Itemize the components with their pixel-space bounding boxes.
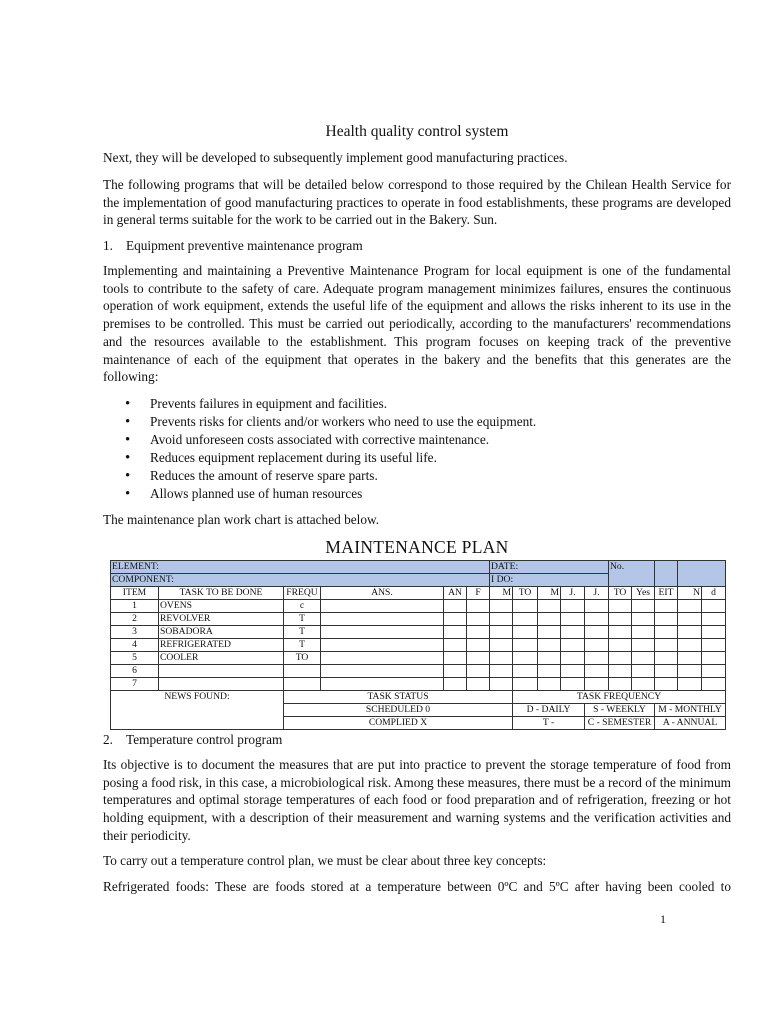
schedule-cell[interactable] xyxy=(467,639,490,652)
column-header: ANS. xyxy=(321,587,444,600)
schedule-cell[interactable] xyxy=(702,678,726,691)
column-header: EIT xyxy=(655,587,678,600)
bullet-icon: • xyxy=(125,432,131,448)
schedule-cell[interactable] xyxy=(585,678,609,691)
schedule-cell[interactable] xyxy=(561,626,585,639)
schedule-cell[interactable] xyxy=(538,678,561,691)
schedule-cell[interactable] xyxy=(678,639,702,652)
semester-legend: C - SEMESTER xyxy=(585,717,655,730)
schedule-cell[interactable] xyxy=(702,665,726,678)
schedule-cell[interactable] xyxy=(632,678,655,691)
section-heading-2 xyxy=(103,731,731,749)
item-number: 6 xyxy=(111,665,159,678)
schedule-cell[interactable] xyxy=(444,678,467,691)
list-item-text: Reduces the amount of reserve spare parts. xyxy=(150,468,378,483)
schedule-cell[interactable] xyxy=(538,639,561,652)
schedule-cell[interactable] xyxy=(609,665,632,678)
table-row xyxy=(111,652,726,665)
schedule-cell[interactable] xyxy=(678,652,702,665)
schedule-cell[interactable] xyxy=(655,652,678,665)
item-number: 7 xyxy=(111,678,159,691)
schedule-cell[interactable] xyxy=(321,626,444,639)
task-status-header: TASK STATUS xyxy=(284,691,513,704)
task-frequency-header: TASK FREQUENCY xyxy=(513,691,726,704)
t-legend: T - xyxy=(513,717,585,730)
task-cell: REVOLVER xyxy=(159,613,284,626)
programs-paragraph: The following programs that will be detailed below correspond to those required by the Chilean Health Service for the implementation of good manufacturing practices to operate in food establishments, these programs are developed in general terms suitable for the work to be carried out in the Bakery. Sun. xyxy=(103,177,731,228)
schedule-cell[interactable] xyxy=(561,678,585,691)
frequency-cell: T xyxy=(284,613,321,626)
schedule-cell[interactable] xyxy=(467,665,490,678)
column-header: FREQU xyxy=(284,587,321,600)
schedule-cell[interactable] xyxy=(655,665,678,678)
column-header: d xyxy=(702,587,726,600)
schedule-cell[interactable] xyxy=(702,626,726,639)
frequency-cell: TO xyxy=(284,652,321,665)
table-header-row xyxy=(111,587,726,600)
intro-paragraph: Next, they will be developed to subsequently implement good manufacturing practices. xyxy=(103,150,568,165)
bullet-icon: • xyxy=(125,468,131,484)
task-cell: OVENS xyxy=(159,600,284,613)
schedule-cell[interactable] xyxy=(561,613,585,626)
schedule-cell[interactable] xyxy=(513,678,538,691)
schedule-cell[interactable] xyxy=(678,665,702,678)
temperature-paragraph: Its objective is to document the measures that are put into practice to prevent the storage temperature of food from posing a food risk, in this case, a microbiological risk. Among these measures, there must be a record of the minimum temperatures and optimal storage temperatures of each food or food preparation and of refrigeration, freezing or hot holding equipment, with a description of their measurement and warning systems and the verification activities and their periodicity. xyxy=(103,757,731,843)
schedule-cell[interactable] xyxy=(632,665,655,678)
schedule-cell[interactable] xyxy=(609,600,632,613)
table-row xyxy=(111,626,726,639)
frequency-cell xyxy=(284,665,321,678)
schedule-cell[interactable] xyxy=(467,613,490,626)
section-number: 1. xyxy=(103,238,113,253)
table-row xyxy=(111,613,726,626)
schedule-cell[interactable] xyxy=(585,600,609,613)
task-cell xyxy=(159,678,284,691)
schedule-cell[interactable] xyxy=(655,613,678,626)
list-item xyxy=(125,431,536,449)
schedule-cell[interactable] xyxy=(513,665,538,678)
table-row xyxy=(111,600,726,613)
schedule-cell[interactable] xyxy=(490,626,513,639)
column-header: TO xyxy=(609,587,632,600)
bullet-icon: • xyxy=(125,486,131,502)
list-item xyxy=(125,395,536,413)
section-number: 2. xyxy=(103,732,113,747)
table-row xyxy=(111,678,726,691)
maintenance-plan-title: MAINTENANCE PLAN xyxy=(325,537,509,557)
column-header: N xyxy=(678,587,702,600)
schedule-cell[interactable] xyxy=(444,652,467,665)
schedule-cell[interactable] xyxy=(321,639,444,652)
schedule-cell[interactable] xyxy=(561,652,585,665)
monthly-legend: M - MONTHLY xyxy=(655,704,726,717)
schedule-cell[interactable] xyxy=(444,600,467,613)
item-number: 5 xyxy=(111,652,159,665)
schedule-cell[interactable] xyxy=(561,665,585,678)
item-number: 2 xyxy=(111,613,159,626)
schedule-cell[interactable] xyxy=(561,639,585,652)
schedule-cell[interactable] xyxy=(321,600,444,613)
column-header: J. xyxy=(561,587,585,600)
column-header: ITEM xyxy=(111,587,159,600)
schedule-cell[interactable] xyxy=(655,626,678,639)
schedule-cell[interactable] xyxy=(444,665,467,678)
schedule-cell[interactable] xyxy=(702,600,726,613)
benefits-list xyxy=(125,395,536,503)
daily-legend: D - DAILY xyxy=(513,704,585,717)
date-field[interactable]: DATE: xyxy=(490,561,609,574)
schedule-cell[interactable] xyxy=(467,678,490,691)
schedule-cell[interactable] xyxy=(678,600,702,613)
frequency-cell: c xyxy=(284,600,321,613)
schedule-cell[interactable] xyxy=(513,652,538,665)
schedule-cell[interactable] xyxy=(655,600,678,613)
schedule-cell[interactable] xyxy=(678,613,702,626)
page-number: 1 xyxy=(660,912,666,926)
list-item-text: Avoid unforeseen costs associated with corrective maintenance. xyxy=(150,432,490,447)
list-item-text: Reduces equipment replacement during its useful life. xyxy=(150,450,437,465)
column-header: TO xyxy=(513,587,538,600)
attached-note: The maintenance plan work chart is attached below. xyxy=(103,512,380,527)
schedule-cell[interactable] xyxy=(585,652,609,665)
news-found-label: NEWS FOUND: xyxy=(111,691,284,730)
bullet-icon: • xyxy=(125,396,131,412)
list-item xyxy=(125,485,536,503)
key-concepts-paragraph: To carry out a temperature control plan, we must be clear about three key concepts: xyxy=(103,853,547,868)
schedule-cell[interactable] xyxy=(655,678,678,691)
section-heading-1 xyxy=(103,237,731,255)
item-number: 4 xyxy=(111,639,159,652)
schedule-cell[interactable] xyxy=(490,600,513,613)
annual-legend: A - ANNUAL xyxy=(655,717,726,730)
task-cell: COOLER xyxy=(159,652,284,665)
list-item-text: Prevents failures in equipment and facilities. xyxy=(150,396,388,411)
schedule-cell[interactable] xyxy=(513,613,538,626)
section-title: Equipment preventive maintenance program xyxy=(126,238,363,253)
schedule-cell[interactable] xyxy=(467,626,490,639)
ido-field[interactable]: I DO: xyxy=(490,574,609,587)
schedule-cell[interactable] xyxy=(609,652,632,665)
schedule-cell[interactable] xyxy=(609,678,632,691)
schedule-cell[interactable] xyxy=(538,600,561,613)
schedule-cell[interactable] xyxy=(702,613,726,626)
schedule-cell[interactable] xyxy=(444,639,467,652)
schedule-cell[interactable] xyxy=(444,613,467,626)
schedule-cell[interactable] xyxy=(702,639,726,652)
schedule-cell[interactable] xyxy=(585,626,609,639)
item-number: 3 xyxy=(111,626,159,639)
column-header: Yes xyxy=(632,587,655,600)
schedule-cell[interactable] xyxy=(538,665,561,678)
maintenance-paragraph: Implementing and maintaining a Preventive Maintenance Program for local equipment is one of the fundamental tools to contribute to the safety of care. Adequate program management minimizes failures, ensures the continuous operation of work equipment, extends the useful life of the equipment and allows the risks inherent to its use in the premises to be controlled. This must be carried out periodically, according to the manufacturers' recommendations and the resources available to the establishment. This program focuses on keeping track of the preventive maintenance of each of the equipment that operates in the bakery and the benefits that this generates are the following: xyxy=(103,263,731,385)
schedule-cell[interactable] xyxy=(609,613,632,626)
schedule-cell[interactable] xyxy=(490,639,513,652)
column-header: M xyxy=(538,587,561,600)
scheduled-legend: SCHEDULED 0 xyxy=(284,704,513,717)
schedule-cell[interactable] xyxy=(632,600,655,613)
frequency-cell xyxy=(284,678,321,691)
schedule-cell[interactable] xyxy=(678,626,702,639)
schedule-cell[interactable] xyxy=(655,639,678,652)
section-title: Temperature control program xyxy=(126,732,283,747)
column-header: TASK TO BE DONE xyxy=(159,587,284,600)
complied-legend: COMPLIED X xyxy=(284,717,513,730)
bullet-icon: • xyxy=(125,414,131,430)
schedule-cell[interactable] xyxy=(609,626,632,639)
schedule-cell[interactable] xyxy=(632,613,655,626)
schedule-cell[interactable] xyxy=(632,626,655,639)
bullet-icon: • xyxy=(125,450,131,466)
weekly-legend: S - WEEKLY xyxy=(585,704,655,717)
schedule-cell[interactable] xyxy=(490,652,513,665)
schedule-cell[interactable] xyxy=(467,600,490,613)
schedule-cell[interactable] xyxy=(490,613,513,626)
column-header: M xyxy=(490,587,513,600)
schedule-cell[interactable] xyxy=(585,613,609,626)
task-cell: REFRIGERATED xyxy=(159,639,284,652)
frequency-cell: T xyxy=(284,639,321,652)
schedule-cell[interactable] xyxy=(538,652,561,665)
schedule-cell[interactable] xyxy=(632,639,655,652)
list-item xyxy=(125,413,536,431)
schedule-cell[interactable] xyxy=(632,652,655,665)
list-item xyxy=(125,449,536,467)
schedule-cell[interactable] xyxy=(490,678,513,691)
schedule-cell[interactable] xyxy=(490,665,513,678)
schedule-cell[interactable] xyxy=(585,665,609,678)
maintenance-plan-table xyxy=(110,560,726,730)
component-label: COMPONENT: xyxy=(111,574,490,587)
list-item-text: Prevents risks for clients and/or workers who need to use the equipment. xyxy=(150,414,537,429)
schedule-cell[interactable] xyxy=(609,639,632,652)
schedule-cell[interactable] xyxy=(561,600,585,613)
table-row xyxy=(111,665,726,678)
schedule-cell[interactable] xyxy=(321,613,444,626)
schedule-cell[interactable] xyxy=(321,678,444,691)
refrigerated-foods-paragraph: Refrigerated foods: These are foods stored at a temperature between 0ºC and 5ºC after having been cooled to xyxy=(103,879,731,894)
schedule-cell[interactable] xyxy=(513,639,538,652)
schedule-cell[interactable] xyxy=(702,652,726,665)
document-title: Health quality control system xyxy=(325,123,509,140)
schedule-cell[interactable] xyxy=(538,626,561,639)
list-item-text: Allows planned use of human resources xyxy=(150,486,363,501)
number-field[interactable]: No. xyxy=(609,561,655,587)
item-number: 1 xyxy=(111,600,159,613)
table-row xyxy=(111,639,726,652)
schedule-cell[interactable] xyxy=(678,678,702,691)
schedule-cell[interactable] xyxy=(513,626,538,639)
schedule-cell[interactable] xyxy=(538,613,561,626)
column-header: F xyxy=(467,587,490,600)
list-item xyxy=(125,467,536,485)
schedule-cell[interactable] xyxy=(513,600,538,613)
task-cell: SOBADORA xyxy=(159,626,284,639)
schedule-cell[interactable] xyxy=(321,665,444,678)
frequency-cell: T xyxy=(284,626,321,639)
column-header: J. xyxy=(585,587,609,600)
schedule-cell[interactable] xyxy=(444,626,467,639)
schedule-cell[interactable] xyxy=(467,652,490,665)
schedule-cell[interactable] xyxy=(321,652,444,665)
element-label: ELEMENT: xyxy=(111,561,490,574)
task-cell xyxy=(159,665,284,678)
column-header: AN xyxy=(444,587,467,600)
schedule-cell[interactable] xyxy=(585,639,609,652)
